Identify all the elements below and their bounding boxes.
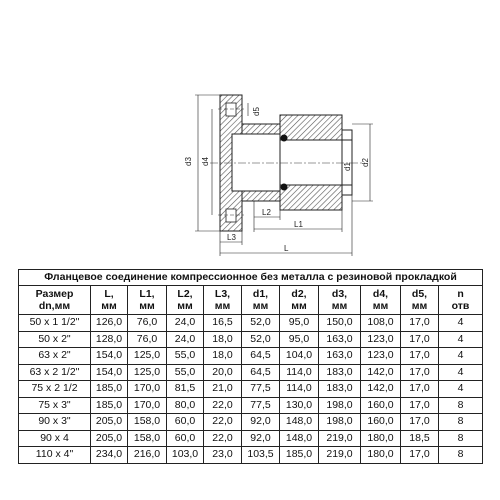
column-header-line2: мм [291,300,307,312]
table-cell: 52,0 [242,331,280,348]
table-cell: 125,0 [128,364,167,381]
table-cell: 22,0 [204,397,242,414]
table-cell: 8 [439,414,483,431]
table-cell: 103,0 [167,447,204,464]
table-cell: 60,0 [167,414,204,431]
table-cell: 216,0 [128,447,167,464]
label-L1: L1 [294,220,303,229]
table-cell: 92,0 [242,414,280,431]
column-header [319,286,361,315]
table-cell: 170,0 [128,381,167,398]
column-header-line1: d1, [252,288,269,300]
table-cell: 219,0 [319,430,361,447]
table-cell: 4 [439,315,483,332]
table-row [19,430,483,447]
label-d2: d2 [361,158,370,167]
column-header-line1: d3, [331,288,348,300]
column-header [128,286,167,315]
column-header-line1: L, [104,288,114,300]
table-cell: 21,0 [204,381,242,398]
table-cell: 123,0 [361,348,401,365]
table-cell: 125,0 [128,348,167,365]
table-cell: 158,0 [128,414,167,431]
table-cell: 185,0 [91,397,128,414]
column-header [242,286,280,315]
label-L2: L2 [262,208,271,217]
label-d3: d3 [184,157,193,166]
table-caption: Фланцевое соединение компрессионное без металла с резиновой прокладкой [19,270,483,286]
column-header-line1: d2, [291,288,307,300]
table-cell: 185,0 [91,381,128,398]
column-header-line2: отв [451,300,470,312]
table-cell: 22,0 [204,414,242,431]
table-cell: 180,0 [361,430,401,447]
column-header-line1: L2, [177,288,193,300]
table-cell: 50 x 2" [19,331,91,348]
column-header [204,286,242,315]
table-cell: 24,0 [167,331,204,348]
table-cell: 148,0 [280,430,319,447]
table-cell: 163,0 [319,331,361,348]
table-cell: 183,0 [319,381,361,398]
table-cell: 81,5 [167,381,204,398]
table-cell: 114,0 [280,381,319,398]
column-header [167,286,204,315]
table-cell: 128,0 [91,331,128,348]
table-cell: 95,0 [280,315,319,332]
table-cell: 108,0 [361,315,401,332]
table-cell: 17,0 [401,397,439,414]
table-cell: 18,0 [204,348,242,365]
table-cell: 142,0 [361,364,401,381]
table-cell: 63 x 2" [19,348,91,365]
table-row [19,414,483,431]
table-cell: 55,0 [167,364,204,381]
column-header-line2: мм [101,300,117,312]
table-cell: 17,0 [401,348,439,365]
table-cell: 114,0 [280,364,319,381]
table-cell: 8 [439,430,483,447]
column-header-line1: d5, [411,288,428,300]
table-cell: 219,0 [319,447,361,464]
table-row [19,331,483,348]
table-cell: 77,5 [242,381,280,398]
table-row [19,315,483,332]
table-cell: 22,0 [204,430,242,447]
label-d5: d5 [252,107,261,116]
column-header-line2: мм [177,300,193,312]
column-header-line1: L3, [214,288,231,300]
label-L3: L3 [227,233,236,242]
column-header-line1: n [457,288,464,300]
column-header [361,286,401,315]
specification-table [18,269,483,464]
table-cell: 104,0 [280,348,319,365]
table-cell: 90 x 4 [19,430,91,447]
table-row [19,364,483,381]
table-cell: 24,0 [167,315,204,332]
table-cell: 64,5 [242,364,280,381]
table-header-row [19,286,483,315]
table-cell: 80,0 [167,397,204,414]
table-cell: 148,0 [280,414,319,431]
table-cell: 76,0 [128,331,167,348]
column-header [19,286,91,315]
column-header-line2: мм [139,300,155,312]
table-cell: 198,0 [319,414,361,431]
table-cell: 154,0 [91,348,128,365]
table-cell: 52,0 [242,315,280,332]
table-cell: 110 x 4" [19,447,91,464]
table-cell: 4 [439,364,483,381]
table-cell: 234,0 [91,447,128,464]
table-cell: 180,0 [361,447,401,464]
table-cell: 150,0 [319,315,361,332]
table-cell: 75 x 2 1/2 [19,381,91,398]
table-cell: 18,0 [204,331,242,348]
table-cell: 4 [439,381,483,398]
column-header-line2: мм [372,300,389,312]
column-header [401,286,439,315]
table-cell: 160,0 [361,397,401,414]
table-cell: 126,0 [91,315,128,332]
column-header-line1: L1, [139,288,155,300]
table-cell: 170,0 [128,397,167,414]
table-cell: 8 [439,397,483,414]
table-cell: 183,0 [319,364,361,381]
table-cell: 55,0 [167,348,204,365]
column-header-line2: мм [214,300,231,312]
table-cell: 158,0 [128,430,167,447]
label-d4: d4 [201,157,210,166]
table-cell: 92,0 [242,430,280,447]
table-cell: 142,0 [361,381,401,398]
table-cell: 4 [439,348,483,365]
label-d1: d1 [343,162,352,171]
table-cell: 17,0 [401,364,439,381]
table-cell: 20,0 [204,364,242,381]
column-header-line1: Размер [35,288,74,300]
table-row [19,397,483,414]
table-cell: 90 x 3" [19,414,91,431]
table-cell: 17,0 [401,315,439,332]
table-cell: 198,0 [319,397,361,414]
table-cell: 95,0 [280,331,319,348]
table-cell: 17,0 [401,447,439,464]
table-cell: 4 [439,331,483,348]
column-header-line1: d4, [372,288,389,300]
column-header [91,286,128,315]
table-cell: 17,0 [401,331,439,348]
column-header [280,286,319,315]
table-cell: 205,0 [91,414,128,431]
table-cell: 63 x 2 1/2" [19,364,91,381]
table-cell: 123,0 [361,331,401,348]
table-body [19,315,483,464]
table-row [19,447,483,464]
table-cell: 205,0 [91,430,128,447]
table-cell: 77,5 [242,397,280,414]
table-cell: 75 x 3" [19,397,91,414]
column-header-line2: dn,мм [38,300,71,312]
table-row [19,381,483,398]
column-header-line2: мм [331,300,348,312]
table-cell: 8 [439,447,483,464]
label-L: L [284,244,289,253]
table-cell: 17,0 [401,381,439,398]
table-cell: 185,0 [280,447,319,464]
table-row [19,348,483,365]
table-cell: 17,0 [401,414,439,431]
table-cell: 64,5 [242,348,280,365]
table-cell: 50 x 1 1/2" [19,315,91,332]
table-cell: 23,0 [204,447,242,464]
column-header [439,286,483,315]
table-cell: 76,0 [128,315,167,332]
table-cell: 103,5 [242,447,280,464]
column-header-line2: мм [411,300,428,312]
table-cell: 130,0 [280,397,319,414]
column-header-line2: мм [252,300,269,312]
table-cell: 16,5 [204,315,242,332]
table-cell: 163,0 [319,348,361,365]
table-cell: 160,0 [361,414,401,431]
table-cell: 18,5 [401,430,439,447]
table-cell: 60,0 [167,430,204,447]
table-cell: 154,0 [91,364,128,381]
